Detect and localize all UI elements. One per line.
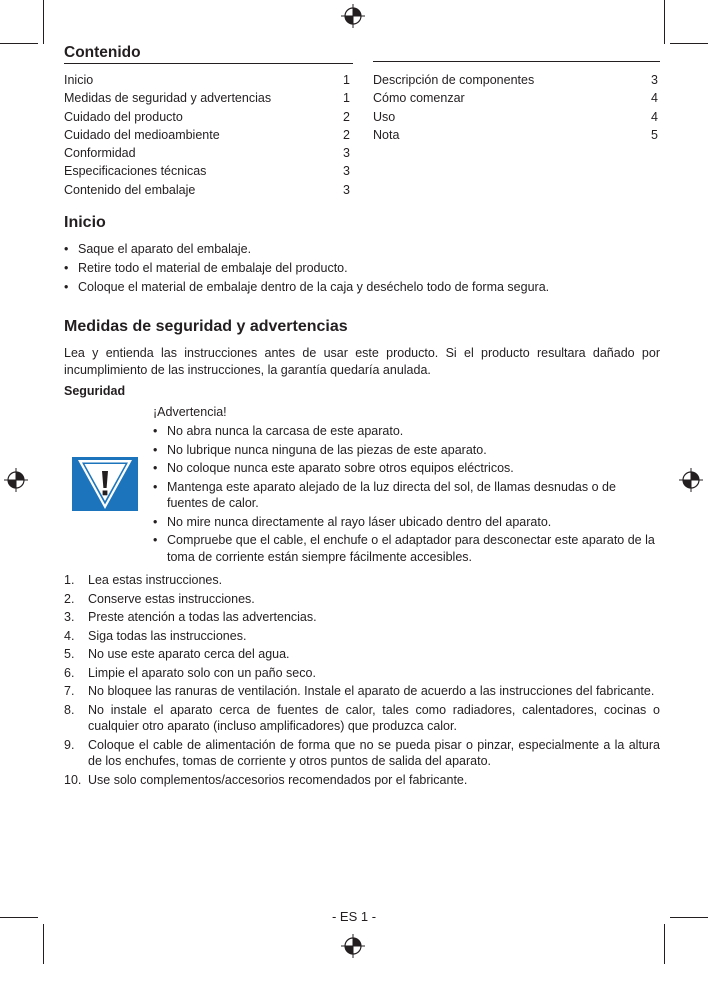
list-item: • Retire todo el material de embalaje del producto. (64, 259, 660, 278)
subheading-seguridad: Seguridad (64, 384, 126, 398)
crop-mark (664, 924, 665, 964)
toc-entry-page: 3 (343, 164, 350, 179)
list-number: 6. (64, 665, 75, 680)
page-number: - ES 1 - (331, 909, 377, 924)
toc-entry-page: 1 (343, 73, 350, 87)
section-heading-inicio: Inicio (64, 214, 106, 231)
warning-sign (72, 457, 138, 511)
toc-entry-label: Cuidado del producto (64, 109, 183, 124)
toc-entry-page: 2 (343, 127, 350, 142)
crop-mark (0, 43, 38, 44)
warning-list (153, 423, 659, 567)
list-item: • Mantenga este aparato alejado de la luz directa del sol, de llamas desnudas o de fuentes de calor. (153, 479, 659, 512)
warning-label: ¡Advertencia! (153, 405, 227, 419)
toc-entry-label: Uso (373, 109, 396, 124)
list-item (64, 772, 660, 789)
list-number: 8. (64, 702, 75, 717)
toc-right-column (373, 71, 658, 144)
registration-mark-icon (679, 468, 703, 492)
toc-entry-label: Cuidado del medioambiente (64, 127, 220, 142)
toc-divider (373, 61, 660, 62)
list-text: Lea estas instrucciones. (88, 573, 223, 587)
registration-mark-icon (341, 934, 365, 958)
list-text: Siga todas las instrucciones. (88, 628, 247, 643)
list-item (64, 683, 660, 700)
list-item (64, 665, 660, 682)
list-item: • Coloque el material de embalaje dentro de la caja y deséchelo todo de forma segura. (64, 278, 660, 297)
list-text: Limpie el aparato solo con un paño seco. (88, 665, 316, 680)
toc-entry[interactable] (373, 71, 658, 89)
list-item: • Saque el aparato del embalaje. (64, 240, 660, 259)
toc-entry-label: Contenido del embalaje (64, 182, 196, 197)
list-number: 5. (64, 647, 75, 661)
toc-entry-page: 5 (651, 127, 658, 142)
toc-entry[interactable] (373, 108, 658, 126)
list-item (64, 646, 660, 663)
registration-mark-icon (341, 4, 365, 28)
toc-entry-page: 2 (343, 109, 350, 124)
list-number: 1. (64, 573, 75, 587)
list-item (64, 737, 660, 770)
crop-mark (670, 43, 708, 44)
toc-entry[interactable] (64, 89, 350, 107)
registration-mark-icon (4, 468, 28, 492)
toc-entry-label: Conformidad (64, 146, 136, 161)
toc-entry[interactable] (64, 144, 350, 162)
list-number: 9. (64, 737, 75, 752)
toc-entry[interactable] (64, 108, 350, 126)
toc-entry[interactable] (373, 126, 658, 144)
list-number: 7. (64, 684, 75, 698)
toc-entry-page: 4 (651, 109, 658, 124)
toc-entry[interactable] (64, 71, 350, 89)
toc-entry-label: Cómo comenzar (373, 91, 465, 106)
list-item (64, 609, 660, 626)
toc-title: Contenido (64, 44, 353, 64)
list-item: • No abra nunca la carcasa de este aparato. (153, 423, 659, 440)
toc-entry[interactable] (373, 89, 658, 107)
toc-entry-page: 3 (343, 182, 350, 197)
list-text: Use solo complementos/accesorios recomendados por el fabricante. (88, 772, 468, 787)
list-text: No bloquee las ranuras de ventilación. Instale el aparato de acuerdo a las instrucciones del fabricante. (88, 684, 655, 698)
list-number: 10. (64, 772, 82, 787)
list-item: • No lubrique nunca ninguna de las piezas de este aparato. (153, 442, 659, 459)
list-text: Conserve estas instrucciones. (88, 591, 255, 606)
toc-entry-label: Descripción de componentes (373, 73, 535, 87)
list-text: Coloque el cable de alimentación de forma que no se pueda pisar o pinzar, especialmente a la altura de los enchufes, tomas de corriente y otros puntos de salida del aparato. (88, 737, 660, 768)
toc-entry-label: Inicio (64, 73, 94, 87)
section-heading-safety: Medidas de seguridad y advertencias (64, 318, 348, 335)
list-item (64, 702, 660, 735)
toc-entry-page: 3 (343, 146, 350, 161)
safety-intro: Lea y entienda las instrucciones antes de usar este producto. Si el producto resultara dañado por incumplimiento de las instrucciones, la garantía quedaría anulada. (64, 346, 660, 377)
list-item (64, 572, 660, 589)
toc-entry-page: 3 (651, 73, 658, 87)
list-item: • Compruebe que el cable, el enchufe o el adaptador para desconectar este aparato de la toma de corriente están siempre fácilmente accesibles. (153, 532, 659, 565)
warning-triangle-icon (72, 457, 138, 511)
inicio-list (64, 240, 660, 297)
list-item (64, 628, 660, 645)
crop-mark (43, 924, 44, 964)
instructions-list (64, 572, 660, 790)
list-number: 3. (64, 610, 75, 624)
crop-mark (664, 0, 665, 44)
toc-left-column (64, 71, 350, 199)
list-text: Preste atención a todas las advertencias. (88, 610, 317, 624)
crop-mark (43, 0, 44, 44)
list-text: No instale el aparato cerca de fuentes de calor, tales como radiadores, calentadores, cocinas o cualquier otro aparato (incluso amplificadores) que produzca calor. (88, 702, 660, 733)
list-number: 4. (64, 628, 75, 643)
toc-entry-label: Especificaciones técnicas (64, 164, 207, 179)
list-item: • No mire nunca directamente al rayo láser ubicado dentro del aparato. (153, 514, 659, 531)
toc-entry[interactable] (64, 126, 350, 144)
list-text: No use este aparato cerca del agua. (88, 647, 290, 661)
list-item: • No coloque nunca este aparato sobre otros equipos eléctricos. (153, 460, 659, 477)
toc-entry-page: 4 (651, 91, 658, 106)
toc-entry-label: Medidas de seguridad y advertencias (64, 91, 272, 106)
toc-entry-label: Nota (373, 127, 400, 142)
list-item (64, 591, 660, 608)
list-number: 2. (64, 591, 75, 606)
toc-entry[interactable] (64, 181, 350, 199)
toc-entry[interactable] (64, 162, 350, 180)
toc-entry-page: 1 (343, 91, 350, 106)
